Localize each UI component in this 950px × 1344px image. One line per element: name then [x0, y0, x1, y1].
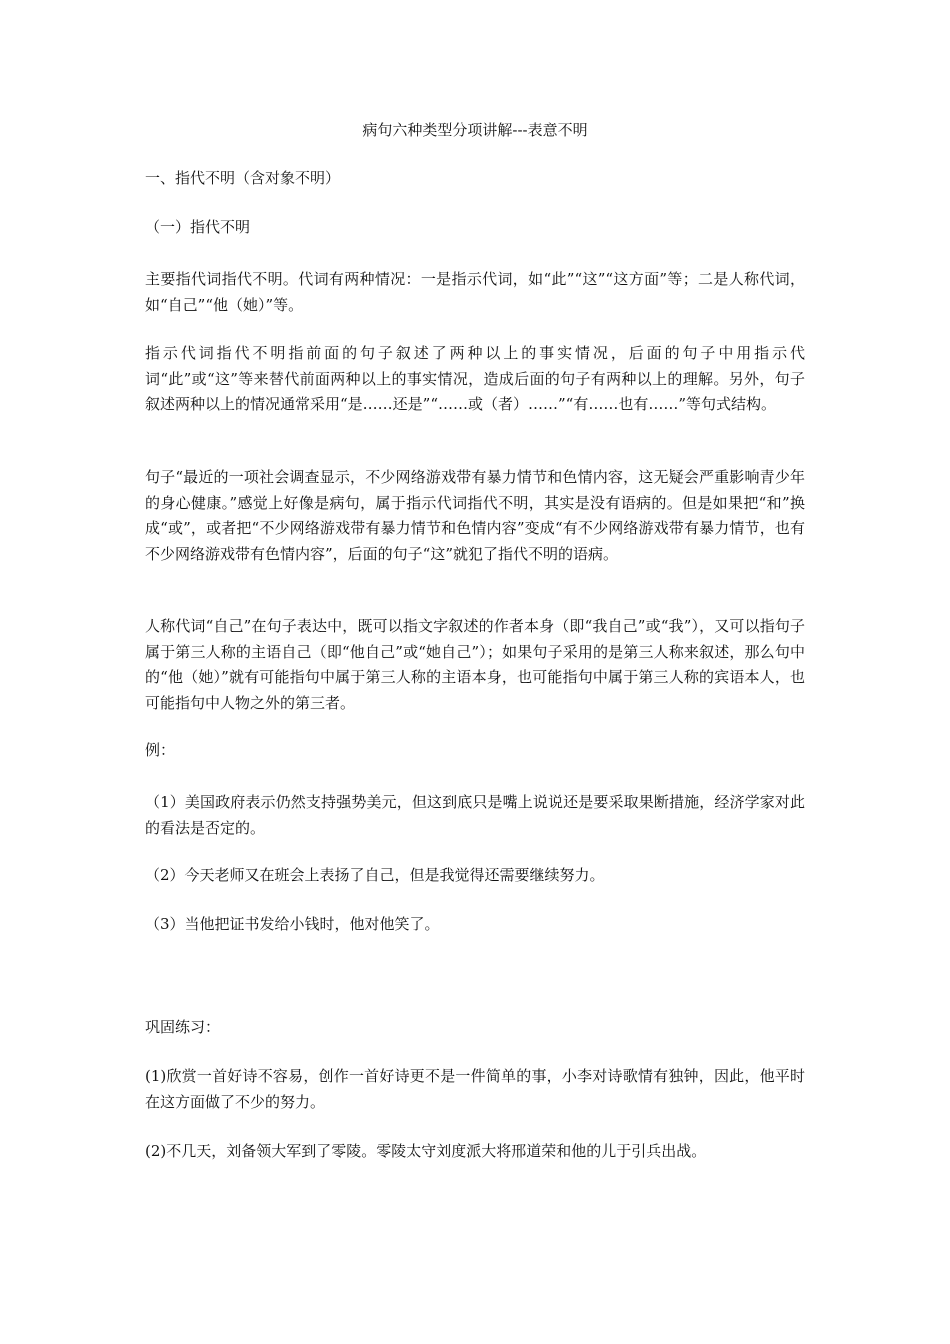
paragraph: 人称代词“自己”在句子表达中，既可以指文字叙述的作者本身（即“我自己”或“我”），又可以指句子属于第三人称的主语自己（即“他自己”或“她自己”）；如果句子采用的是第三人称来叙述，那么句中的“他（她）”就有可能指句中属于第三人称的主语本身，也可能指句中属于第三人称的宾语本人，也可能指句中人物之外的第三者。	[145, 617, 805, 712]
document-title: 病句六种类型分项讲解---表意不明	[362, 121, 588, 139]
practice-label: 巩固练习：	[145, 1018, 221, 1036]
paragraph: 句子“最近的一项社会调查显示，不少网络游戏带有暴力情节和色情内容，这无疑会严重影响青少年的身心健康。”感觉上好像是病句，属于指示代词指代不明，其实是没有语病的。但是如果把“和”换成“或”，或者把“不少网络游戏带有暴力情节和色情内容”变成“有不少网络游戏带有暴力情节，也有不少网络游戏带有色情内容”，后面的句子“这”就犯了指代不明的语病。	[145, 468, 805, 563]
practice-item: (2)不几天，刘备领大军到了零陵。零陵太守刘度派大将邢道荣和他的儿于引兵出战。	[145, 1142, 707, 1160]
example-item: （1）美国政府表示仍然支持强势美元，但这到底只是嘴上说说还是要采取果断措施，经济学家对此的看法是否定的。	[145, 793, 805, 837]
practice-item: (1)欣赏一首好诗不容易，创作一首好诗更不是一件简单的事，小李对诗歌情有独钟，因此，他平时在这方面做了不少的努力。	[145, 1067, 805, 1111]
example-label: 例：	[145, 741, 176, 759]
paragraph: 指示代词指代不明指前面的句子叙述了两种以上的事实情况，后面的句子中用指示代词“此”或“这”等来替代前面两种以上的事实情况，造成后面的句子有两种以上的理解。另外，句子叙述两种以上的情况通常采用“是……还是”“……或（者）……”“有……也有……”等句式结构。	[145, 344, 805, 413]
subsection-heading: （一）指代不明	[145, 218, 251, 236]
example-item: （3）当他把证书发给小钱时，他对他笑了。	[145, 915, 440, 933]
paragraph: 主要指代词指代不明。代词有两种情况：一是指示代词，如“此”“这”“这方面”等；二是人称代词，如“自己”“他（她）”等。	[145, 270, 805, 314]
section-heading: 一、指代不明（含对象不明）	[145, 169, 341, 187]
example-item: （2）今天老师又在班会上表扬了自己，但是我觉得还需要继续努力。	[145, 866, 605, 884]
